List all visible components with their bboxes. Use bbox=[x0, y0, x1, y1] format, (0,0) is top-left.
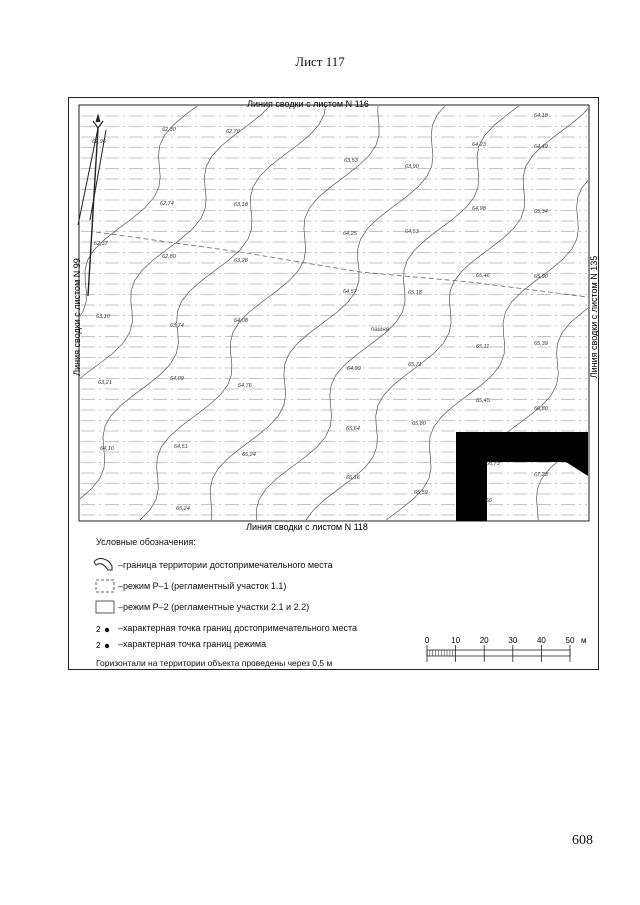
left-edge-label: Линия сводки с листом N 99 bbox=[72, 258, 82, 376]
spot-height-label: 64,23 bbox=[472, 142, 486, 148]
sheet-title: Лист 117 bbox=[295, 54, 345, 69]
spot-height-label: 65,24 bbox=[242, 452, 256, 458]
spot-height-label: 64,25 bbox=[343, 231, 357, 237]
spot-height-label: 65,34 bbox=[534, 209, 548, 215]
spot-height-label: 67,23 bbox=[534, 472, 548, 478]
spot-height-label: 64,18 bbox=[534, 113, 548, 119]
spot-height-label: 65,90 bbox=[534, 274, 548, 280]
spot-height-label: 64,98 bbox=[472, 206, 486, 212]
contour-line bbox=[140, 104, 379, 520]
spot-height-label: 63,21 bbox=[98, 380, 112, 386]
spot-height-label: 62,96 bbox=[92, 139, 106, 145]
spot-height-label: 62,30 bbox=[162, 127, 176, 133]
page-number: 608 bbox=[572, 833, 593, 848]
spot-height-label: 64,99 bbox=[347, 366, 361, 372]
spot-height-label: 65,24 bbox=[176, 506, 190, 512]
spot-height-label: 64,10 bbox=[100, 446, 114, 452]
regime-point-icon bbox=[105, 644, 109, 648]
contour-line bbox=[52, 104, 326, 520]
spot-height-label: 66,73 bbox=[486, 461, 500, 467]
landmark-point-number: 2 bbox=[96, 625, 101, 634]
spot-height-label: 65,46 bbox=[476, 273, 490, 279]
spot-height-label: 62,80 bbox=[162, 254, 176, 260]
spot-height-label: 65,11 bbox=[476, 344, 490, 350]
scale-label: 40 bbox=[536, 636, 546, 645]
legend-item-regime-point: –характерная точка границ режима bbox=[118, 639, 267, 649]
spot-height-label: 66,80 bbox=[534, 406, 548, 412]
spot-height-label: 64,08 bbox=[234, 318, 248, 324]
scale-label: 50 bbox=[565, 636, 575, 645]
legend-item-boundary: –граница территории достопримечательного места bbox=[118, 560, 333, 570]
place-label: пашня bbox=[371, 327, 389, 333]
scale-label: 0 bbox=[424, 636, 430, 645]
contour-footnote: Горизонтали на территории объекта проведены через 0,5 м bbox=[96, 658, 333, 668]
spot-height-label: 62,74 bbox=[160, 201, 174, 207]
top-edge-label: Линия сводки с листом N 116 bbox=[247, 99, 369, 109]
spot-height-label: 62,37 bbox=[94, 241, 108, 247]
spot-height-label: 65,16 bbox=[346, 475, 360, 481]
spot-height-label: 65,59 bbox=[414, 490, 428, 496]
bottom-edge-label: Линия сводки с листом N 118 bbox=[246, 522, 368, 532]
regime-p2-legend-icon bbox=[96, 601, 114, 613]
spot-height-label: 63,53 bbox=[344, 158, 358, 164]
spot-height-label: 64,51 bbox=[174, 444, 188, 450]
spot-height-label: 64,49 bbox=[534, 144, 548, 150]
regime-p1-legend-icon bbox=[96, 580, 114, 592]
legend-title: Условные обозначения: bbox=[96, 537, 196, 547]
legend-item-regime-p2: –режим Р–2 (регламентные участки 2.1 и 2.2) bbox=[118, 602, 310, 612]
scale-label: 30 bbox=[508, 636, 518, 645]
spot-height-label: 63,28 bbox=[234, 258, 248, 264]
spot-height-label: 63,74 bbox=[170, 323, 184, 329]
spot-height-label: 63,10 bbox=[96, 314, 110, 320]
regime-p2-area bbox=[456, 432, 588, 521]
landmark-point-icon bbox=[105, 628, 109, 632]
spot-height-label: 64,09 bbox=[170, 376, 184, 382]
scale-bar bbox=[425, 636, 587, 662]
spot-height-label: 64,57 bbox=[343, 289, 357, 295]
legend-item-landmark-point: –характерная точка границ достопримечательного места bbox=[118, 623, 357, 633]
spot-height-label: 65,45 bbox=[476, 398, 490, 404]
spot-height-label: 65,64 bbox=[346, 426, 360, 432]
right-edge-label: Линия сводки с листом N 135 bbox=[589, 255, 599, 379]
spot-height-label: 65,39 bbox=[534, 341, 548, 347]
spot-height-label: 62,70 bbox=[226, 129, 240, 135]
scale-unit: м bbox=[581, 636, 587, 645]
contour-line bbox=[0, 104, 272, 520]
legend-item-regime-p1: –режим Р–1 (регламентный участок 1.1) bbox=[118, 581, 287, 591]
regime-point-number: 2 bbox=[96, 641, 101, 650]
spot-height-label: 66 bbox=[486, 498, 493, 504]
spot-height-label: 65,80 bbox=[412, 421, 426, 427]
spot-height-label: 64,53 bbox=[405, 229, 419, 235]
spot-height-label: 65,18 bbox=[408, 290, 422, 296]
spot-height-label: 65,71 bbox=[408, 362, 422, 368]
spot-height-label: 64,76 bbox=[238, 383, 252, 389]
spot-height-label: 63,18 bbox=[234, 202, 248, 208]
scale-label: 20 bbox=[479, 636, 489, 645]
boundary-legend-icon bbox=[94, 559, 112, 570]
spot-height-label: 63,90 bbox=[405, 164, 419, 170]
scale-label: 10 bbox=[451, 636, 461, 645]
